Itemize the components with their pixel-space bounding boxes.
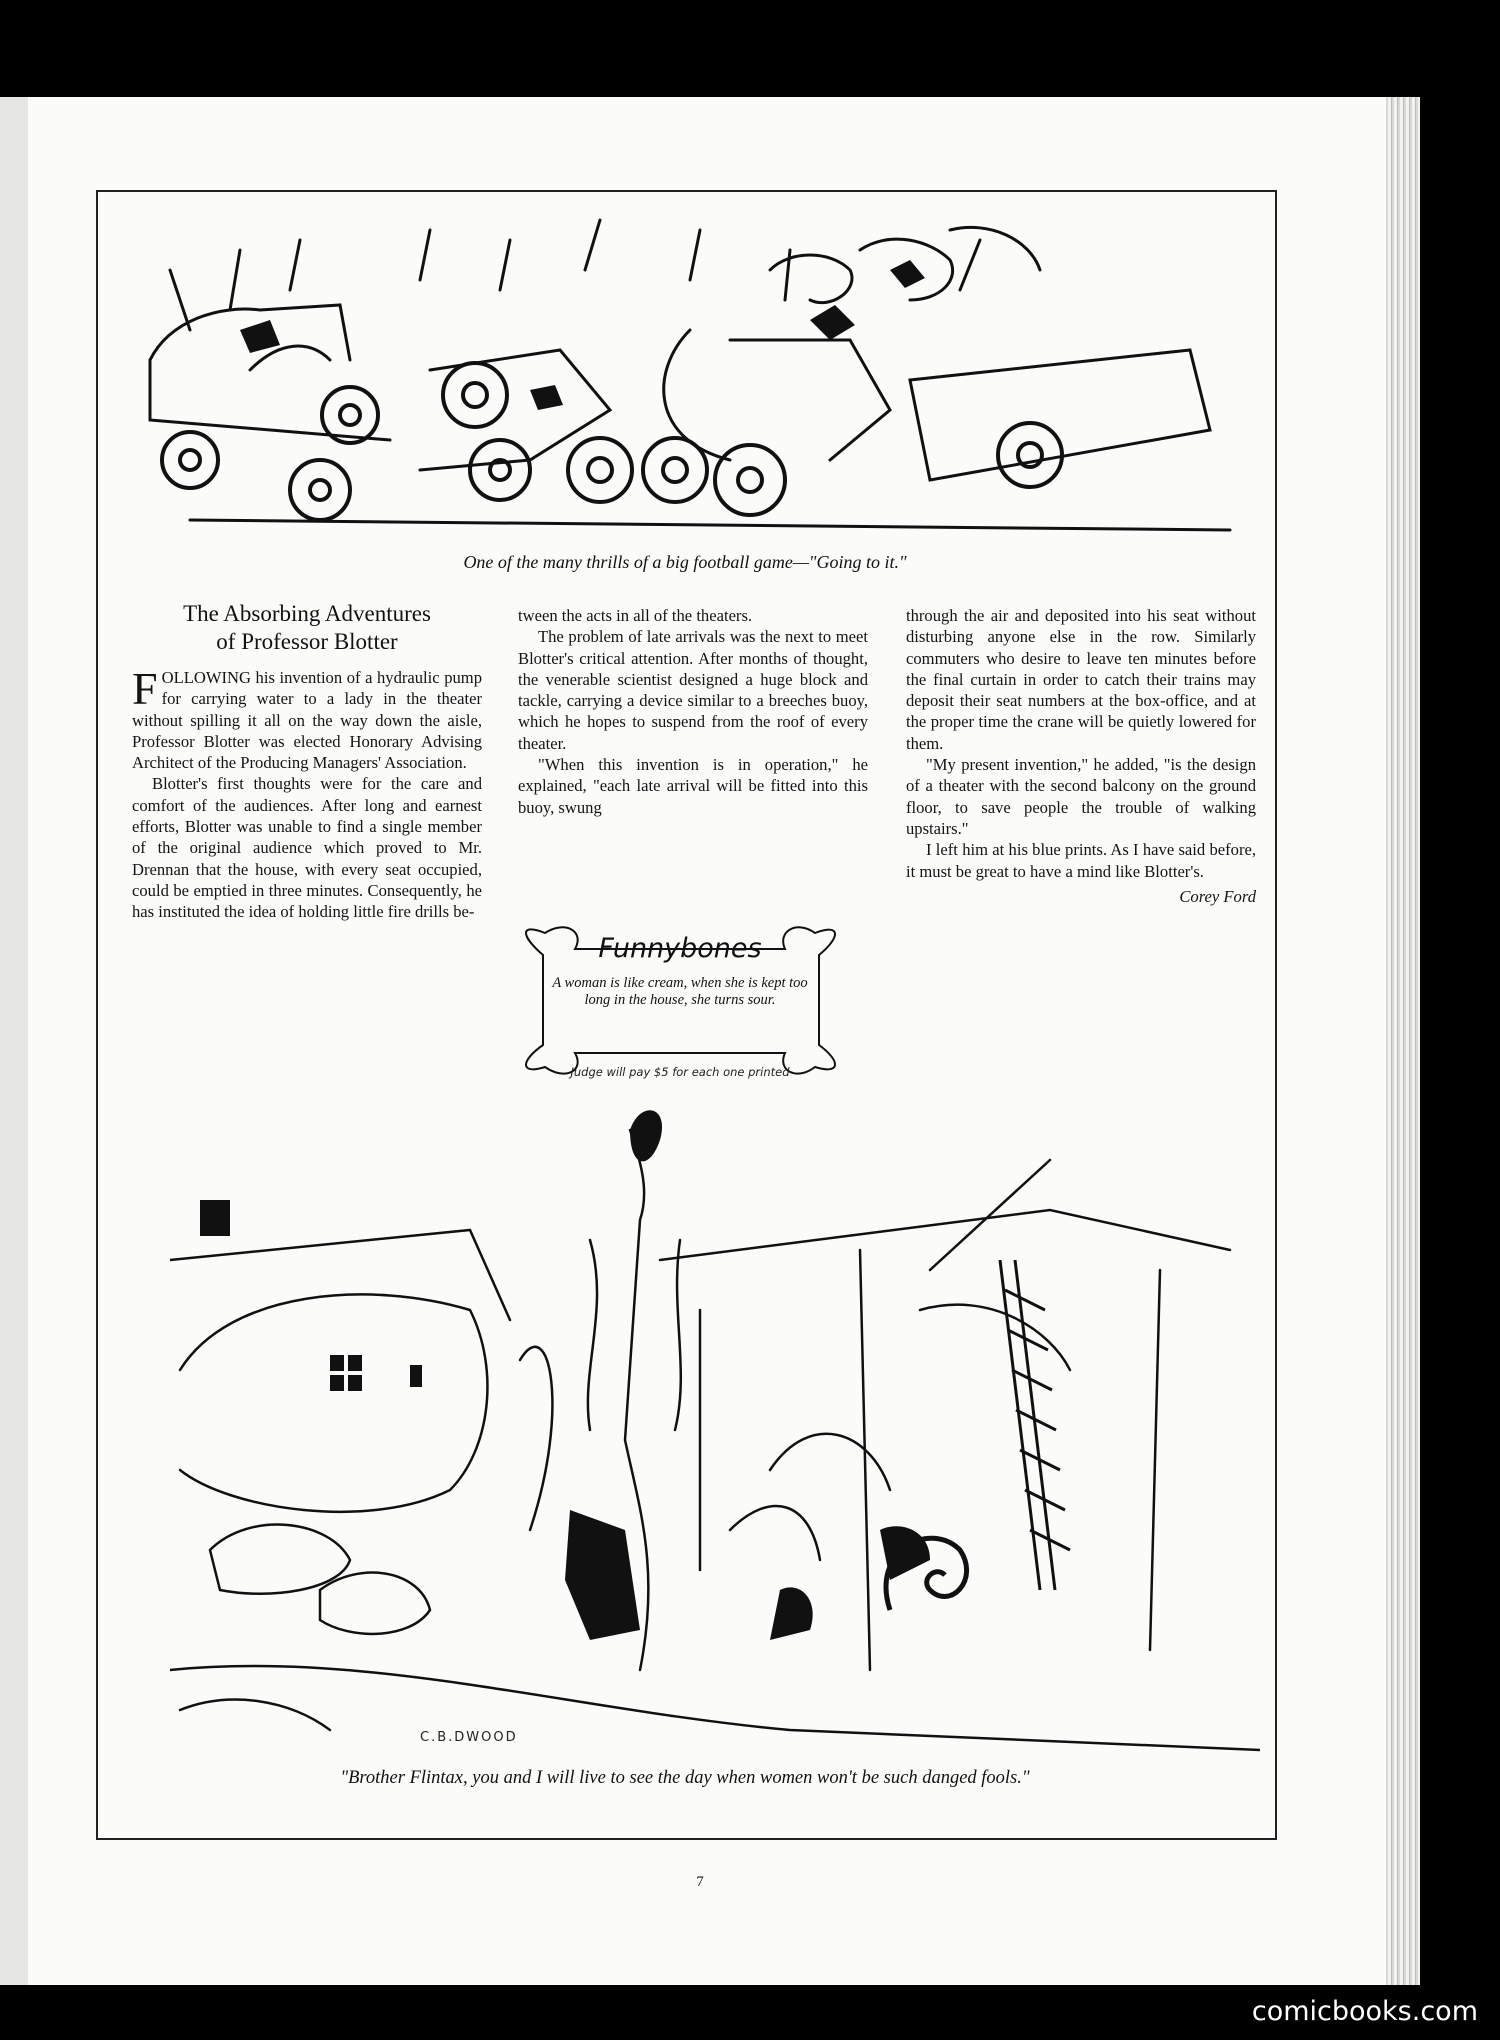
article-column-3 bbox=[906, 605, 1256, 907]
bottom-cartoon-caption: "Brother Flintax, you and I will live to see the day when women won't be such danged fools." bbox=[340, 1768, 1030, 1788]
article-paragraph: through the air and deposited into his seat without disturbing anyone else in the row. Similarly commuters who desire to leave ten minutes before the final curtain in order to catch their trains may deposit their seat numbers at the box-office, and at the proper time the crane will be quietly lowered for them. bbox=[906, 606, 1256, 753]
article-title bbox=[132, 600, 482, 656]
article-column-1 bbox=[132, 663, 482, 923]
top-cartoon-caption: One of the many thrills of a big football game—"Going to it." bbox=[463, 552, 907, 572]
funnybones-title: Funnybones bbox=[598, 933, 762, 964]
artist-signature: C.B.DWOOD bbox=[420, 1730, 518, 1745]
page-number: 7 bbox=[696, 1874, 704, 1890]
right-page-edges bbox=[1386, 97, 1420, 1985]
drop-cap: F bbox=[132, 663, 158, 714]
left-page-edge bbox=[0, 97, 30, 1985]
article-title-line1: The Absorbing Adventures bbox=[183, 601, 431, 626]
article-paragraph: "My present invention," he added, "is the design of a theater with the second balcony on the ground floor, to save people the trouble of walking upstairs." bbox=[906, 755, 1256, 838]
paragraph-text: his invention of a hydraulic pump for carrying water to a lady in the theater without spilling it all on the way down the aisle, Professor Blotter was elected Honorary Advising Architect of the Producing Managers' Association. bbox=[132, 668, 482, 773]
funnybones-box bbox=[515, 925, 845, 1085]
small-caps-lead: OLLOWING bbox=[161, 668, 251, 687]
funnybones-joke: A woman is like cream, when she is kept too long in the house, she turns sour. bbox=[552, 975, 808, 1008]
football-traffic-cartoon bbox=[130, 210, 1250, 550]
article-column-2 bbox=[518, 605, 868, 818]
article-paragraph: Blotter's first thoughts were for the care and comfort of the audiences. After long and earnest efforts, Blotter was unable to find a single member of the original audience which proved to Mr. Drennan that the house, with every seat occupied, could be emptied in three minutes. Consequently, he has instituted the idea of holding little fire drills be- bbox=[132, 774, 482, 922]
article-title-line2: of Professor Blotter bbox=[216, 629, 398, 654]
article-paragraph: The problem of late arrivals was the next to meet Blotter's critical attention. After months of thought, the venerable scientist designed a huge block and tackle, carrying a device similar to a breeches buoy, which he hopes to suspend from the roof of every theater. bbox=[518, 627, 868, 753]
article-author: Corey Ford bbox=[1179, 886, 1256, 906]
article-paragraph: "When this invention is in operation," he explained, "each late arrival will be fitted into this buoy, swung bbox=[518, 755, 868, 817]
article-paragraph bbox=[132, 663, 482, 773]
article-paragraph: I left him at his blue prints. As I have said before, it must be great to have a mind like Blotter's. bbox=[906, 840, 1256, 881]
prehistoric-cartoon bbox=[170, 1110, 1260, 1770]
funnybones-note: Judge will pay $5 for each one printed bbox=[570, 1065, 790, 1079]
article-paragraph: tween the acts in all of the theaters. bbox=[518, 606, 753, 625]
site-watermark: comicbooks.com bbox=[1251, 1996, 1478, 2027]
